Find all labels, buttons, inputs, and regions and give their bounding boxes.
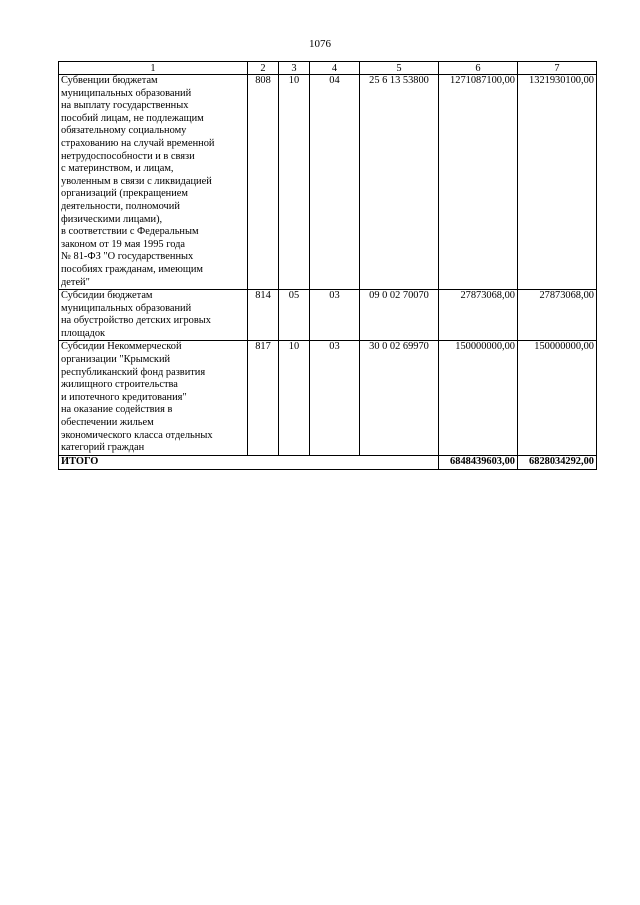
subsection-code: 03 bbox=[310, 290, 360, 341]
department-code: 817 bbox=[248, 341, 279, 455]
column-header: 2 bbox=[248, 62, 279, 75]
row-description: Субсидии бюджетам муниципальных образований на обустройство детских игровых площадок bbox=[59, 290, 248, 341]
page-number: 1076 bbox=[309, 38, 331, 50]
table-header-row bbox=[59, 62, 597, 75]
amount-column-6: 1271087100,00 bbox=[439, 75, 518, 290]
target-article-code: 25 6 13 53800 bbox=[360, 75, 439, 290]
subsection-code: 03 bbox=[310, 341, 360, 455]
amount-column-7: 27873068,00 bbox=[518, 290, 597, 341]
row-description: Субвенции бюджетам муниципальных образований на выплату государственных пособий лицам, не подлежащим обязательному социальному страхованию на случай временной нетрудоспособности и в связи с материнством, и лицам, уволенным в связи с ликвидацией организаций (прекращением деятельности, полномочий физическими лицами), в соответствии с Федеральным законом от 19 мая 1995 года № 81-ФЗ "О государственных пособиях гражданам, имеющим детей" bbox=[59, 75, 248, 290]
total-column-6: 6848439603,00 bbox=[439, 455, 518, 469]
amount-column-6: 150000000,00 bbox=[439, 341, 518, 455]
column-header: 5 bbox=[360, 62, 439, 75]
row-description: Субсидии Некоммерческой организации "Крымский республиканский фонд развития жилищного строительства и ипотечного кредитования" на оказание содействия в обеспечении жильем экономического класса отдельных категорий граждан bbox=[59, 341, 248, 455]
department-code: 814 bbox=[248, 290, 279, 341]
column-header: 4 bbox=[310, 62, 360, 75]
target-article-code: 09 0 02 70070 bbox=[360, 290, 439, 341]
amount-column-7: 150000000,00 bbox=[518, 341, 597, 455]
budget-table bbox=[58, 61, 597, 470]
column-header: 7 bbox=[518, 62, 597, 75]
department-code: 808 bbox=[248, 75, 279, 290]
amount-column-7: 1321930100,00 bbox=[518, 75, 597, 290]
column-header: 3 bbox=[279, 62, 310, 75]
subsection-code: 04 bbox=[310, 75, 360, 290]
section-code: 10 bbox=[279, 341, 310, 455]
total-label: ИТОГО bbox=[59, 455, 439, 469]
table-row bbox=[59, 341, 597, 455]
table-row bbox=[59, 290, 597, 341]
table-row bbox=[59, 75, 597, 290]
section-code: 10 bbox=[279, 75, 310, 290]
total-row bbox=[59, 455, 597, 469]
column-header: 6 bbox=[439, 62, 518, 75]
column-header: 1 bbox=[59, 62, 248, 75]
section-code: 05 bbox=[279, 290, 310, 341]
target-article-code: 30 0 02 69970 bbox=[360, 341, 439, 455]
total-column-7: 6828034292,00 bbox=[518, 455, 597, 469]
amount-column-6: 27873068,00 bbox=[439, 290, 518, 341]
